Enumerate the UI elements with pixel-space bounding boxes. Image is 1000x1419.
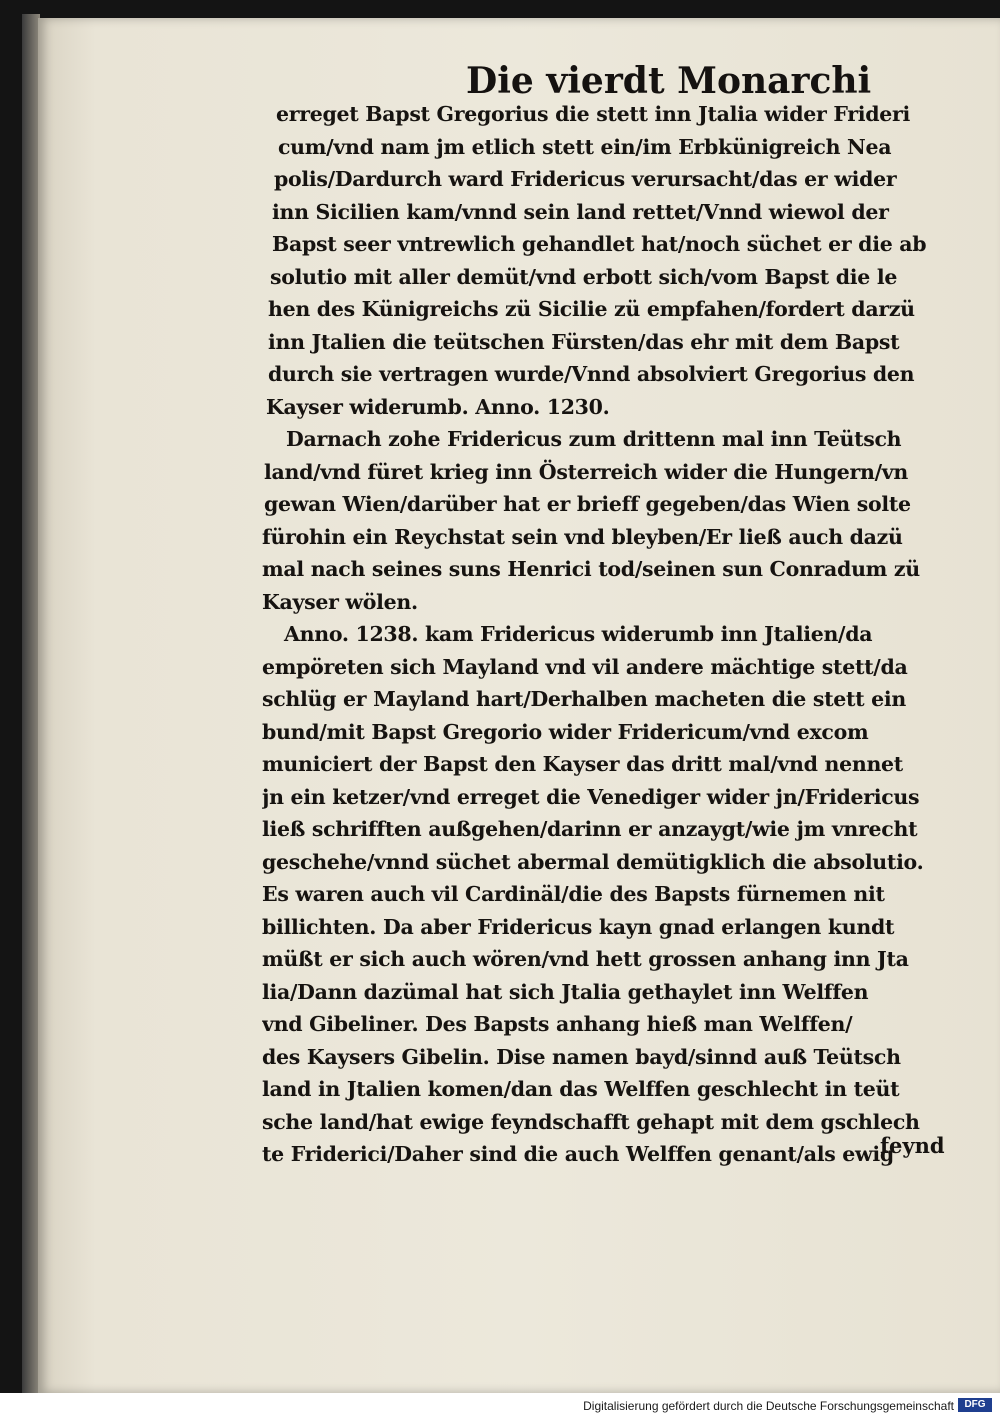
text-line: jn ein ketzer/vnd erreget die Venediger wider jn/Fridericus	[262, 784, 920, 809]
running-head: Die vierdt Monarchi	[466, 60, 872, 102]
funding-credit: Digitalisierung gefördert durch die Deutsche Forschungsgemeinschaft	[583, 1399, 954, 1413]
text-line: te Friderici/Daher sind die auch Welffen genant/als ewig	[262, 1142, 894, 1166]
text-line: land in Jtalien komen/dan das Welffen geschlecht in teüt	[262, 1077, 900, 1101]
footer-bar	[0, 1393, 1000, 1419]
text-line: Darnach zohe Fridericus zum drittenn mal inn Teütsch	[286, 427, 902, 451]
dfg-logo-icon: DFG	[958, 1398, 992, 1412]
text-line: land/vnd füret krieg inn Österreich wider die Hungern/vn	[264, 459, 908, 484]
text-line: bund/mit Bapst Gregorio wider Fridericum/vnd excom	[262, 719, 869, 744]
text-line: solutio mit aller demüt/vnd erbott sich/vom Bapst die le	[270, 264, 898, 289]
text-line: geschehe/vnnd süchet abermal demütigklich die absolutio.	[262, 849, 924, 874]
text-line: sche land/hat ewige feyndschafft gehapt mit dem gschlech	[262, 1109, 920, 1134]
text-line: vnd Gibeliner. Des Bapsts anhang hieß man Welffen/	[262, 1012, 853, 1036]
text-line: Anno. 1238. kam Fridericus widerumb inn Jtalien/da	[284, 622, 873, 646]
text-line: gewan Wien/darüber hat er brieff gegeben/das Wien solte	[264, 492, 911, 516]
text-line: Kayser widerumb. Anno. 1230.	[266, 394, 610, 419]
text-block	[262, 98, 984, 1171]
text-line: polis/Dardurch ward Fridericus verursacht/das er wider	[274, 167, 897, 191]
text-line: erreget Bapst Gregorius die stett inn Jtalia wider Frideri	[276, 102, 910, 126]
text-line: des Kaysers Gibelin. Dise namen bayd/sinnd auß Teütsch	[262, 1044, 901, 1069]
catchword: feynd	[880, 1133, 945, 1158]
text-line: inn Sicilien kam/vnnd sein land rettet/Vnnd wiewol der	[272, 199, 889, 224]
text-line: mal nach seines suns Henrici tod/seinen sun Conradum zü	[262, 557, 920, 581]
text-line: durch sie vertragen wurde/Vnnd absolviert Gregorius den	[268, 362, 915, 386]
text-line: cum/vnd nam jm etlich stett ein/im Erbkünigreich Nea	[278, 134, 892, 159]
text-line: lia/Dann dazümal hat sich Jtalia gethaylet inn Welffen	[262, 979, 869, 1004]
text-line: hen des Künigreichs zü Sicilie zü empfahen/fordert darzü	[268, 297, 915, 321]
text-line: municiert der Bapst den Kayser das dritt mal/vnd nennet	[262, 752, 903, 776]
text-line: Es waren auch vil Cardinäl/die des Bapsts fürnemen nit	[262, 882, 885, 906]
text-line: schlüg er Mayland hart/Derhalben macheten die stett ein	[262, 687, 906, 711]
text-line: empöreten sich Mayland vnd vil andere mächtige stett/da	[262, 654, 908, 679]
text-line: inn Jtalien die teütschen Fürsten/das ehr mit dem Bapst	[268, 329, 900, 354]
text-line: müßt er sich auch wören/vnd hett grossen anhang inn Jta	[262, 947, 909, 971]
text-line: billichten. Da aber Fridericus kayn gnad erlangen kundt	[262, 914, 895, 939]
text-line: Bapst seer vntrewlich gehandlet hat/noch süchet er die ab	[272, 232, 927, 256]
text-line: fürohin ein Reychstat sein vnd bleyben/Er ließ auch dazü	[262, 524, 903, 549]
text-line: ließ schrifften außgehen/darinn er anzaygt/wie jm vnrecht	[262, 817, 918, 841]
text-line: Kayser wölen.	[262, 589, 418, 614]
